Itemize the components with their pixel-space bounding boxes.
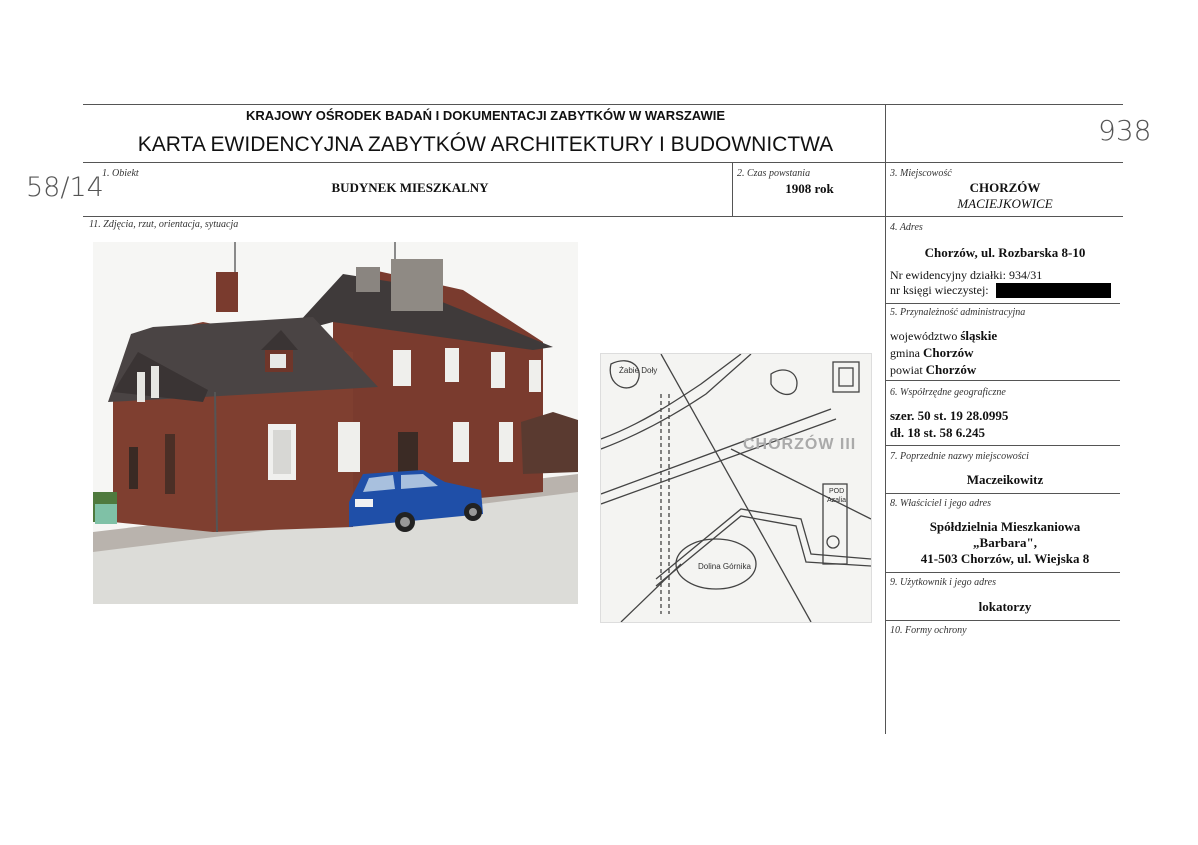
obiekt-value: BUDYNEK MIESZKALNY: [331, 180, 489, 195]
zdjecia-label: 11. Zdjęcia, rzut, orientacja, sytuacja: [89, 219, 239, 230]
wojewodztwo-value: śląskie: [960, 328, 998, 343]
redaction-bar: [996, 283, 1111, 298]
uzytkownik-value: lokatorzy: [978, 599, 1032, 614]
row-rule-2: [83, 216, 1123, 217]
poprzednie-value: Maczeikowitz: [966, 472, 1044, 487]
przynaleznosc-label: 5. Przynależność administracyjna: [890, 307, 1026, 318]
rule-8: [885, 493, 1120, 494]
main-col-divider: [885, 104, 886, 734]
top-rule: [83, 104, 1123, 105]
wlasciciel-line1: Spółdzielnia Mieszkaniowa: [929, 519, 1081, 534]
wspolrzedne-label: 6. Współrzędne geograficzne: [890, 387, 1006, 398]
miejscowosc-value: CHORZÓW: [969, 180, 1041, 195]
gmina-value: Chorzów: [923, 345, 974, 360]
col-divider-1: [732, 162, 733, 216]
szerokosc-value: szer. 50 st. 19 28.0995: [890, 408, 1009, 423]
miejscowosc-label: 3. Miejscowość: [890, 168, 952, 179]
adres-value: Chorzów, ul. Rozbarska 8-10: [924, 245, 1086, 260]
location-map: [600, 353, 872, 623]
map-district-label: CHORZÓW III: [743, 436, 857, 453]
institution-name: KRAJOWY OŚRODEK BADAŃ I DOKUMENTACJI ZABYTKÓW W WARSZAWIE: [245, 108, 726, 123]
map-poi-pod: POD: [829, 488, 845, 495]
uzytkownik-label: 9. Użytkownik i jego adres: [890, 577, 997, 588]
miejscowosc-sub: MACIEJKOWICE: [957, 196, 1053, 211]
card-title: KARTA EWIDENCYJNA ZABYTKÓW ARCHITEKTURY I BUDOWNICTWA: [137, 133, 834, 156]
dzialka-number: Nr ewidencyjny działki: 934/31: [890, 268, 1043, 282]
poprzednie-label: 7. Poprzednie nazwy miejscowości: [890, 451, 1029, 462]
dlugosc-value: dł. 18 st. 58 6.245: [890, 425, 985, 440]
adres-label: 4. Adres: [890, 222, 923, 233]
wojewodztwo-line: [890, 328, 997, 344]
wojewodztwo-prefix: województwo: [890, 329, 958, 343]
handwritten-card-number: 938: [1098, 114, 1152, 147]
ksiega-label: nr księgi wieczystej:: [890, 283, 989, 297]
map-place-zabie-doly: Żabie Doły: [619, 366, 658, 375]
wlasciciel-label: 8. Właściciel i jego adres: [890, 498, 991, 509]
rule-6: [885, 380, 1120, 381]
ochrona-label: 10. Formy ochrony: [890, 625, 967, 636]
rule-5: [885, 303, 1120, 304]
czas-value: 1908 rok: [785, 181, 834, 196]
building-photo: [93, 242, 578, 604]
wlasciciel-line2: „Barbara",: [973, 535, 1037, 550]
rule-10: [885, 620, 1120, 621]
rule-7: [885, 445, 1120, 446]
row-rule-1: [83, 162, 1123, 163]
powiat-value: Chorzów: [925, 362, 977, 377]
gmina-line: [890, 345, 974, 361]
map-place-dolina-gornika: Dolina Górnika: [698, 562, 751, 571]
obiekt-label: 1. Obiekt: [102, 168, 139, 179]
gmina-prefix: gmina: [890, 346, 920, 360]
powiat-prefix: powiat: [890, 363, 923, 377]
powiat-line: [890, 362, 976, 378]
czas-label: 2. Czas powstania: [737, 168, 811, 179]
handwritten-ref-number: 58/14: [26, 172, 104, 203]
map-poi-azalia: Azalia: [827, 497, 847, 504]
rule-9: [885, 572, 1120, 573]
wlasciciel-line3: 41-503 Chorzów, ul. Wiejska 8: [920, 551, 1090, 566]
